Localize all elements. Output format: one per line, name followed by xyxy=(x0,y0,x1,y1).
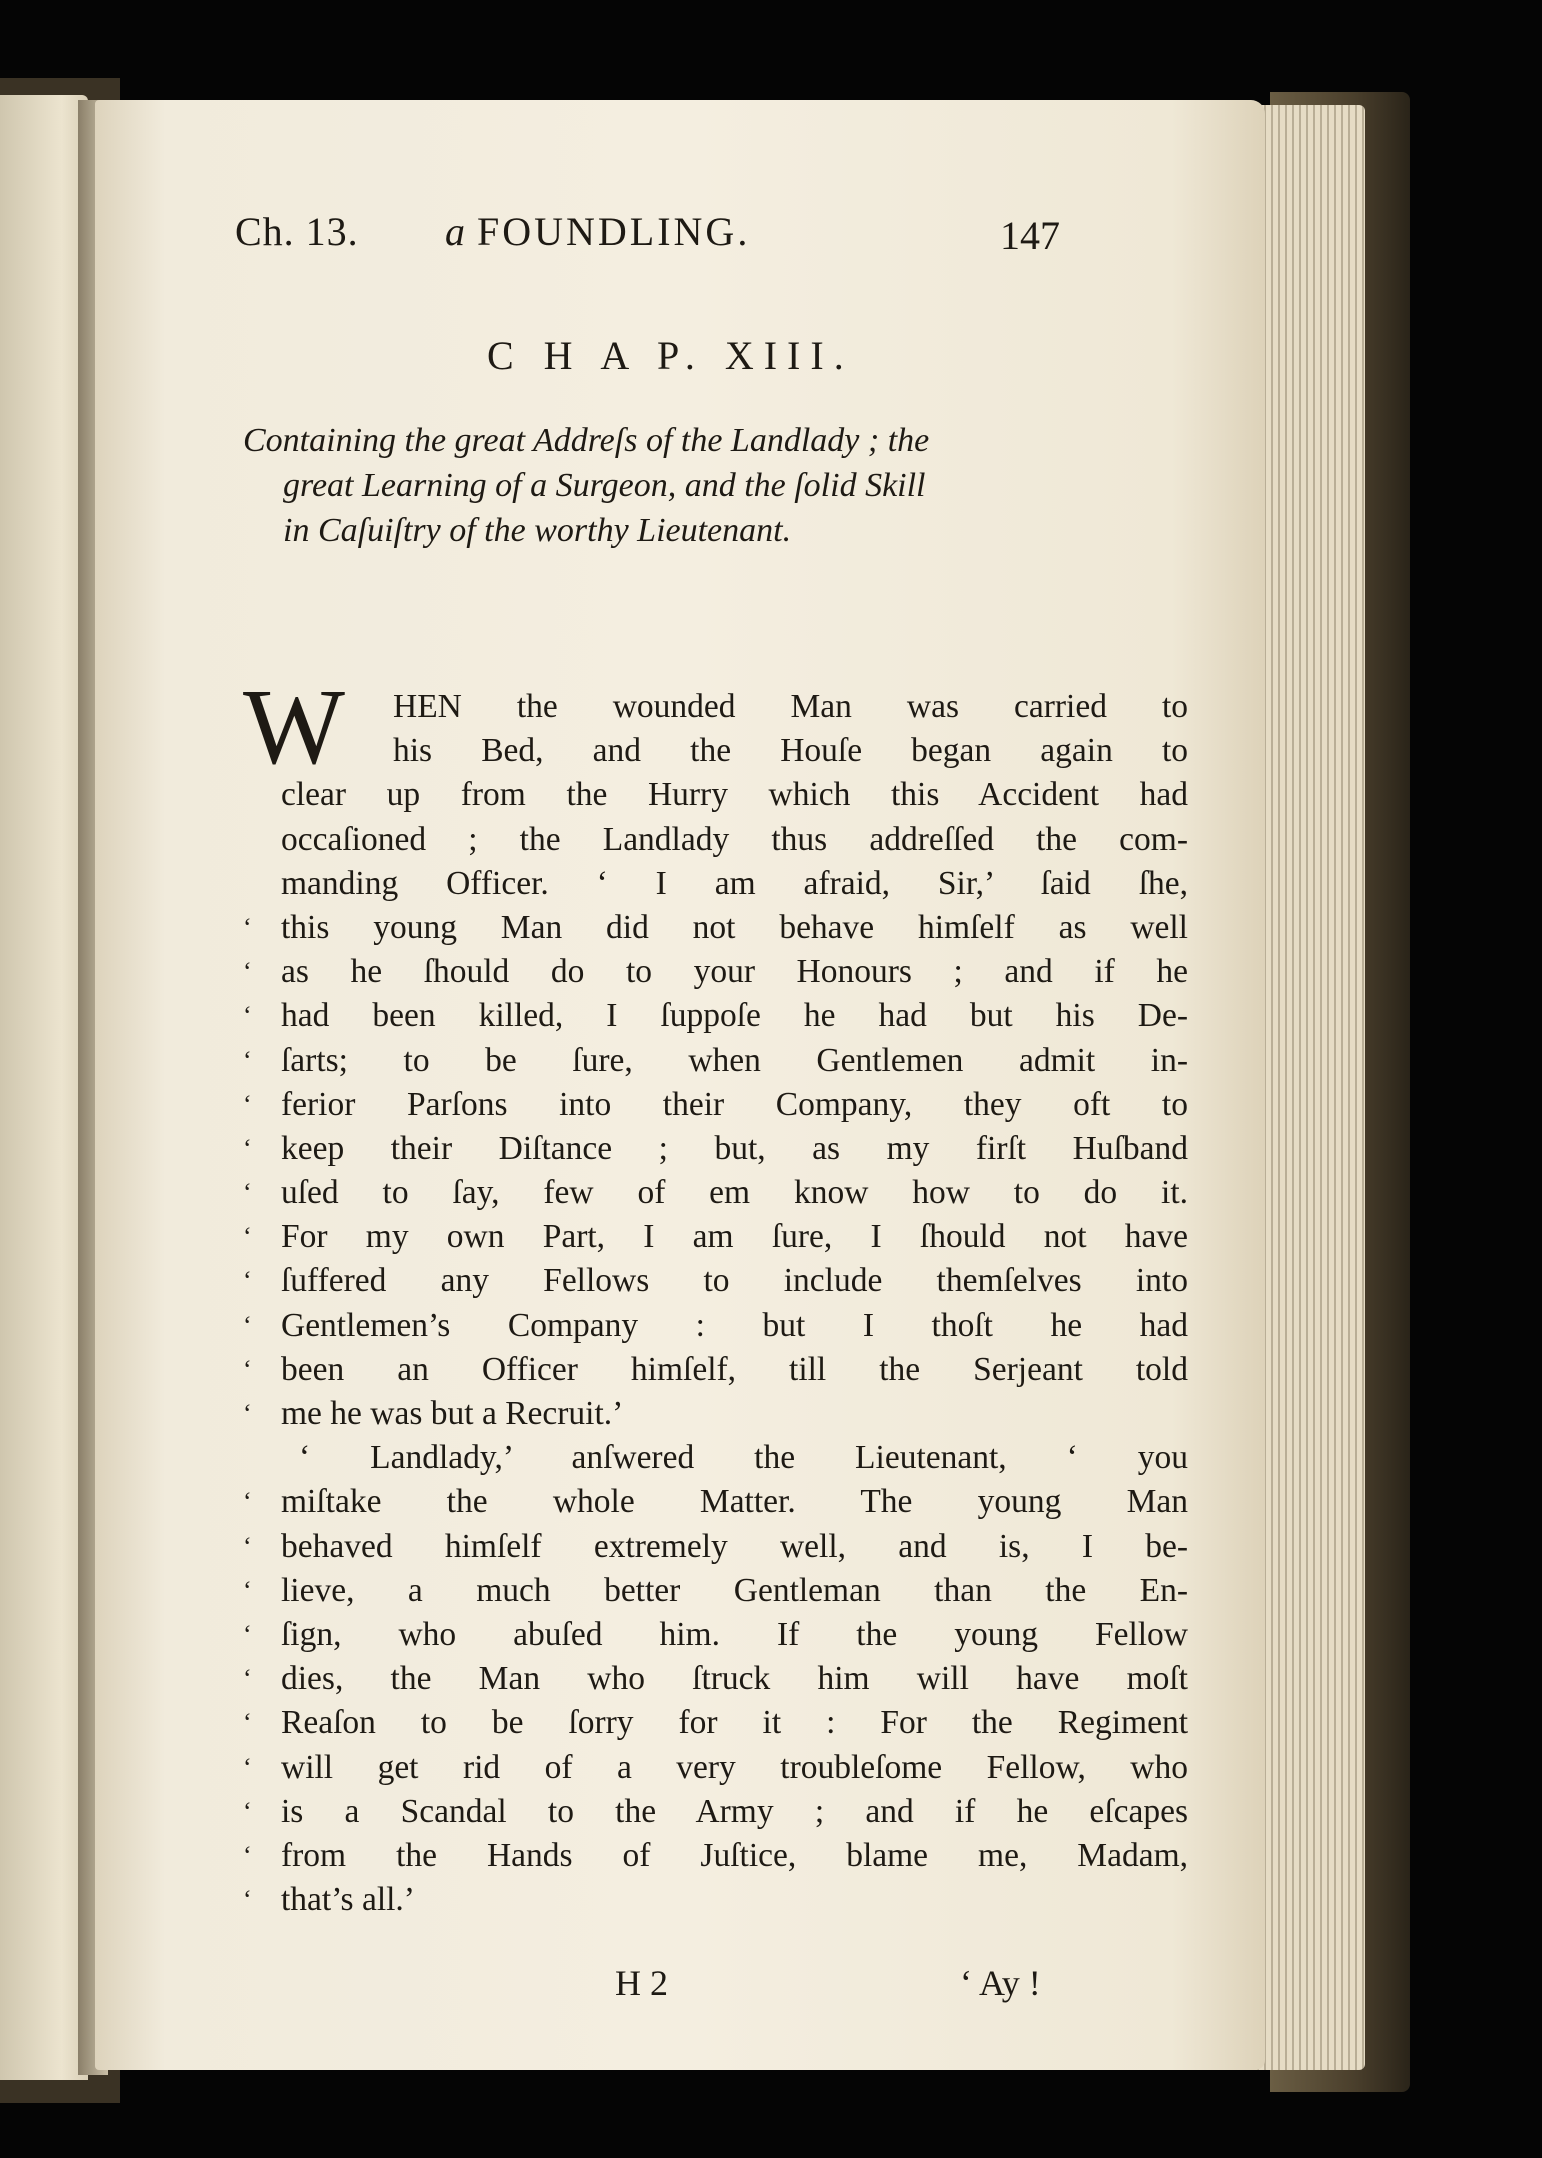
text-line xyxy=(243,1215,1188,1259)
text-line xyxy=(243,1304,1188,1348)
line-text: from the Hands of Juſtice, blame me, Madam, xyxy=(281,1836,1188,1874)
line-text: For my own Part, I am ſure, I ſhould not have xyxy=(281,1218,1188,1256)
left-page-edge xyxy=(0,95,88,2080)
quote-mark: ‘ xyxy=(243,1664,252,1694)
quote-mark: ‘ xyxy=(243,1001,252,1031)
quote-mark: ‘ xyxy=(243,1089,252,1119)
quote-mark: ‘ xyxy=(243,1045,252,1075)
line-text: behaved himſelf extremely well, and is, I be- xyxy=(281,1527,1188,1565)
line-text: ſuffered any Fellows to include themſelves into xyxy=(281,1262,1188,1300)
quote-mark: ‘ xyxy=(243,1310,252,1340)
body-text xyxy=(243,685,1188,1922)
running-head-chapter: Ch. 13. xyxy=(235,209,359,254)
text-line xyxy=(243,950,1188,994)
quote-mark: ‘ xyxy=(243,1575,252,1605)
paragraph-1 xyxy=(243,685,1188,1436)
line-text: Reaſon to be ſorry for it : For the Regiment xyxy=(281,1704,1188,1742)
quote-mark: ‘ xyxy=(243,1796,252,1826)
line-text: manding Officer. ‘ I am afraid, Sir,’ ſaid ſhe, xyxy=(281,864,1188,902)
line-text: had been killed, I ſuppoſe he had but his De- xyxy=(281,997,1188,1035)
text-line xyxy=(243,1834,1188,1878)
line-text: ſarts; to be ſure, when Gentlemen admit in- xyxy=(281,1041,1188,1079)
text-line xyxy=(243,1701,1188,1745)
line-text: ferior Parſons into their Company, they oft to xyxy=(281,1085,1188,1123)
quote-mark: ‘ xyxy=(243,1354,252,1384)
paragraph-2 xyxy=(243,1436,1188,1922)
text-line xyxy=(243,1436,1188,1480)
line-text: this young Man did not behave himſelf as well xyxy=(281,908,1188,946)
drop-cap: W xyxy=(243,668,345,787)
quote-mark: ‘ xyxy=(243,1487,252,1517)
line-text: Gentlemen’s Company : but I thoſt he had xyxy=(281,1306,1188,1344)
text-line xyxy=(243,818,1188,862)
book-page xyxy=(95,100,1265,2070)
text-line xyxy=(243,1348,1188,1392)
quote-mark xyxy=(243,818,281,862)
summary-line: Containing the great Addreſs of the Landlady ; the xyxy=(243,422,930,459)
text-line xyxy=(243,1127,1188,1171)
chapter-heading: C H A P. XIII. xyxy=(487,333,854,378)
signature-mark: H 2 xyxy=(615,1963,668,2003)
running-head-title xyxy=(445,208,750,255)
text-line xyxy=(243,862,1188,906)
line-text: occaſioned ; the Landlady thus addreſſed the com- xyxy=(281,820,1188,858)
text-line xyxy=(243,1083,1188,1127)
line-text: lieve, a much better Gentleman than the En- xyxy=(281,1571,1188,1609)
summary-line: in Caſuiſtry of the worthy Lieutenant. xyxy=(283,512,792,549)
line-text: me he was but a Recruit.’ xyxy=(281,1395,624,1432)
quote-mark xyxy=(243,729,393,773)
quote-mark: ‘ xyxy=(243,1399,252,1428)
quote-mark xyxy=(243,773,281,817)
text-line xyxy=(243,1746,1188,1790)
text-line xyxy=(243,685,1188,729)
text-line xyxy=(243,906,1188,950)
line-text: dies, the Man who ſtruck him will have moſt xyxy=(281,1660,1188,1698)
line-text: HEN the wounded Man was carried to xyxy=(393,688,1188,725)
line-text: his Bed, and the Houſe began again to xyxy=(393,732,1188,770)
catchword: ‘ Ay ! xyxy=(960,1963,1041,2003)
line-text: clear up from the Hurry which this Accident had xyxy=(281,776,1188,814)
line-text: keep their Diſtance ; but, as my firſt Huſband xyxy=(281,1129,1188,1167)
text-line xyxy=(243,1259,1188,1303)
line-text: that’s all.’ xyxy=(281,1881,415,1919)
quote-mark xyxy=(243,685,393,729)
text-line xyxy=(243,1039,1188,1083)
quote-mark: ‘ xyxy=(243,1266,252,1296)
text-line xyxy=(243,729,1188,773)
chapter-summary xyxy=(243,418,1193,553)
quote-mark xyxy=(243,1436,299,1480)
line-text: ‘ Landlady,’ anſwered the Lieutenant, ‘ you xyxy=(299,1439,1188,1477)
summary-line: great Learning of a Surgeon, and the ſolid Skill xyxy=(283,467,926,504)
quote-mark: ‘ xyxy=(243,1619,252,1649)
quote-mark: ‘ xyxy=(243,1752,252,1782)
quote-mark: ‘ xyxy=(243,1222,252,1252)
quote-mark: ‘ xyxy=(243,957,252,987)
text-line xyxy=(243,994,1188,1038)
text-line xyxy=(243,1525,1188,1569)
text-line xyxy=(243,1480,1188,1524)
text-line xyxy=(243,1878,1188,1922)
quote-mark: ‘ xyxy=(243,1840,252,1870)
quote-mark xyxy=(243,862,281,906)
line-text: uſed to ſay, few of em know how to do it. xyxy=(281,1174,1188,1212)
text-line xyxy=(243,1171,1188,1215)
line-text: miſtake the whole Matter. The young Man xyxy=(281,1483,1188,1521)
line-text: will get rid of a very troubleſome Fellow, who xyxy=(281,1748,1188,1786)
running-head-title-text: FOUNDLING. xyxy=(477,209,751,254)
quote-mark: ‘ xyxy=(243,1708,252,1738)
text-line xyxy=(243,1790,1188,1834)
running-head-article: a xyxy=(445,209,465,254)
line-text: is a Scandal to the Army ; and if he eſcapes xyxy=(281,1792,1188,1830)
quote-mark: ‘ xyxy=(243,1133,252,1163)
text-line xyxy=(243,1657,1188,1701)
text-line xyxy=(243,1613,1188,1657)
text-line xyxy=(243,1569,1188,1613)
text-line xyxy=(243,773,1188,817)
quote-mark: ‘ xyxy=(243,1178,252,1208)
quote-mark: ‘ xyxy=(243,1531,252,1561)
line-text: been an Officer himſelf, till the Serjeant told xyxy=(281,1350,1188,1388)
quote-mark: ‘ xyxy=(243,1885,252,1915)
quote-mark: ‘ xyxy=(243,912,252,942)
line-text: ſign, who abuſed him. If the young Fellow xyxy=(281,1615,1188,1653)
text-line xyxy=(243,1392,1188,1436)
line-text: as he ſhould do to your Honours ; and if he xyxy=(281,953,1188,991)
page-number: 147 xyxy=(1000,213,1060,258)
